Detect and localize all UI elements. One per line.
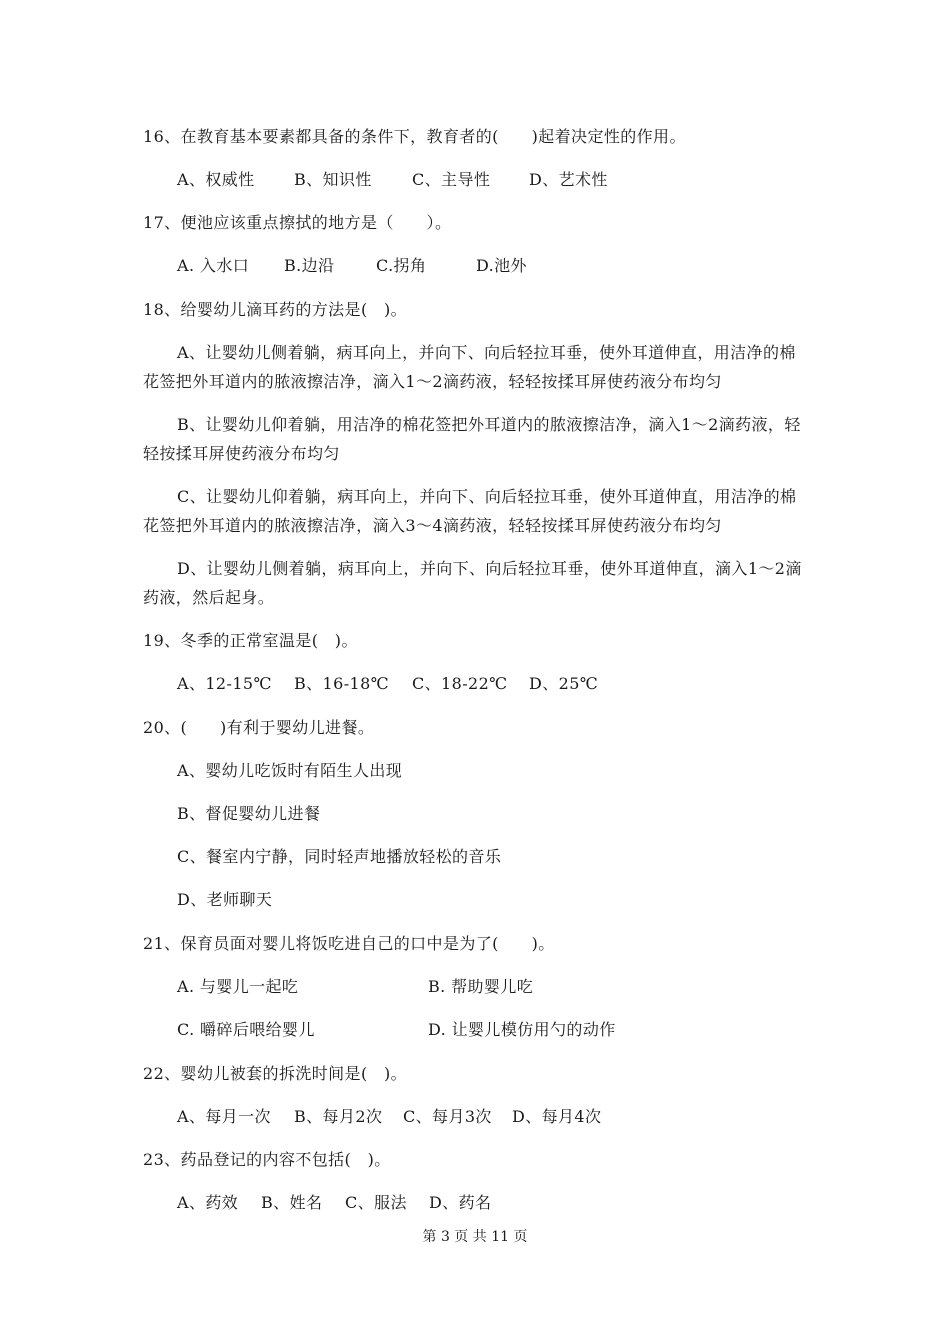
question-18-stem: 18、给婴幼儿滴耳药的方法是( )。 [143, 300, 408, 319]
question-20-option-b: B、督促婴幼儿进餐 [177, 804, 321, 823]
question-17-stem: 17、便池应该重点擦拭的地方是（ ）。 [143, 213, 452, 232]
question-18-option-d-line1: D、让婴幼儿侧着躺，病耳向上，并向下、向后轻拉耳垂，使外耳道伸直，滴入1～2滴 [177, 559, 802, 578]
question-20-option-c: C、餐室内宁静，同时轻声地播放轻松的音乐 [177, 847, 502, 866]
question-23-options [177, 1193, 491, 1213]
option-a: A. 入水口 [177, 256, 250, 275]
question-16-stem: 16、在教育基本要素都具备的条件下，教育者的( )起着决定性的作用。 [143, 127, 686, 146]
question-21-option-a: A. 与婴儿一起吃 [177, 977, 299, 996]
question-20-option-d: D、老师聊天 [177, 890, 273, 909]
question-18-option-d-line2: 药液，然后起身。 [143, 588, 275, 607]
question-16-options [177, 170, 608, 190]
option-a: A、12-15℃ [177, 674, 272, 693]
option-b: B、姓名 [261, 1193, 323, 1212]
option-d: D.池外 [476, 256, 527, 275]
option-d: D、药名 [429, 1193, 492, 1212]
question-21-stem: 21、保育员面对婴儿将饭吃进自己的口中是为了( )。 [143, 934, 555, 953]
question-18-option-c-line1: C、让婴幼儿仰着躺，病耳向上，并向下、向后轻拉耳垂，使外耳道伸直，用洁净的棉 [177, 487, 797, 506]
option-b: B、每月2次 [294, 1107, 383, 1126]
question-22-options [177, 1107, 601, 1127]
question-22-stem: 22、婴幼儿被套的拆洗时间是( )。 [143, 1064, 408, 1083]
question-20-stem: 20、( )有利于婴幼儿进餐。 [143, 718, 375, 737]
question-21-option-c: C. 嚼碎后喂给婴儿 [177, 1020, 315, 1039]
question-18-option-c-line2: 花签把外耳道内的脓液擦洁净，滴入3～4滴药液，轻轻按揉耳屏使药液分布均匀 [143, 516, 722, 535]
option-b: B.边沿 [284, 256, 335, 275]
option-a: A、每月一次 [177, 1107, 271, 1126]
question-18-option-a-line1: A、让婴幼儿侧着躺，病耳向上，并向下、向后轻拉耳垂，使外耳道伸直，用洁净的棉 [177, 343, 796, 362]
option-a: A、权威性 [177, 170, 255, 189]
question-19-stem: 19、冬季的正常室温是( )。 [143, 631, 358, 650]
option-a: A、药效 [177, 1193, 239, 1212]
question-17-options [177, 256, 527, 276]
option-d: D、每月4次 [512, 1107, 602, 1126]
option-c: C.拐角 [376, 256, 427, 275]
option-c: C、每月3次 [403, 1107, 492, 1126]
question-18-option-b-line2: 轻按揉耳屏使药液分布均匀 [143, 444, 340, 463]
option-b: B、16-18℃ [294, 674, 389, 693]
question-21-option-b: B. 帮助婴儿吃 [428, 977, 534, 996]
question-23-stem: 23、药品登记的内容不包括( )。 [143, 1150, 391, 1169]
option-c: C、主导性 [412, 170, 491, 189]
page-number-footer: 第 3 页 共 11 页 [422, 1229, 528, 1245]
question-18-option-b-line1: B、让婴幼儿仰着躺，用洁净的棉花签把外耳道内的脓液擦洁净，滴入1～2滴药液，轻 [177, 415, 801, 434]
question-19-options [177, 674, 598, 694]
option-c: C、服法 [345, 1193, 407, 1212]
option-d: D、25℃ [529, 674, 599, 693]
question-20-option-a: A、婴幼儿吃饭时有陌生人出现 [177, 761, 403, 780]
question-21-option-d: D. 让婴儿模仿用勺的动作 [428, 1020, 616, 1039]
option-c: C、18-22℃ [412, 674, 508, 693]
question-18-option-a-line2: 花签把外耳道内的脓液擦洁净，滴入1～2滴药液，轻轻按揉耳屏使药液分布均匀 [143, 372, 722, 391]
option-d: D、艺术性 [529, 170, 608, 189]
option-b: B、知识性 [294, 170, 372, 189]
